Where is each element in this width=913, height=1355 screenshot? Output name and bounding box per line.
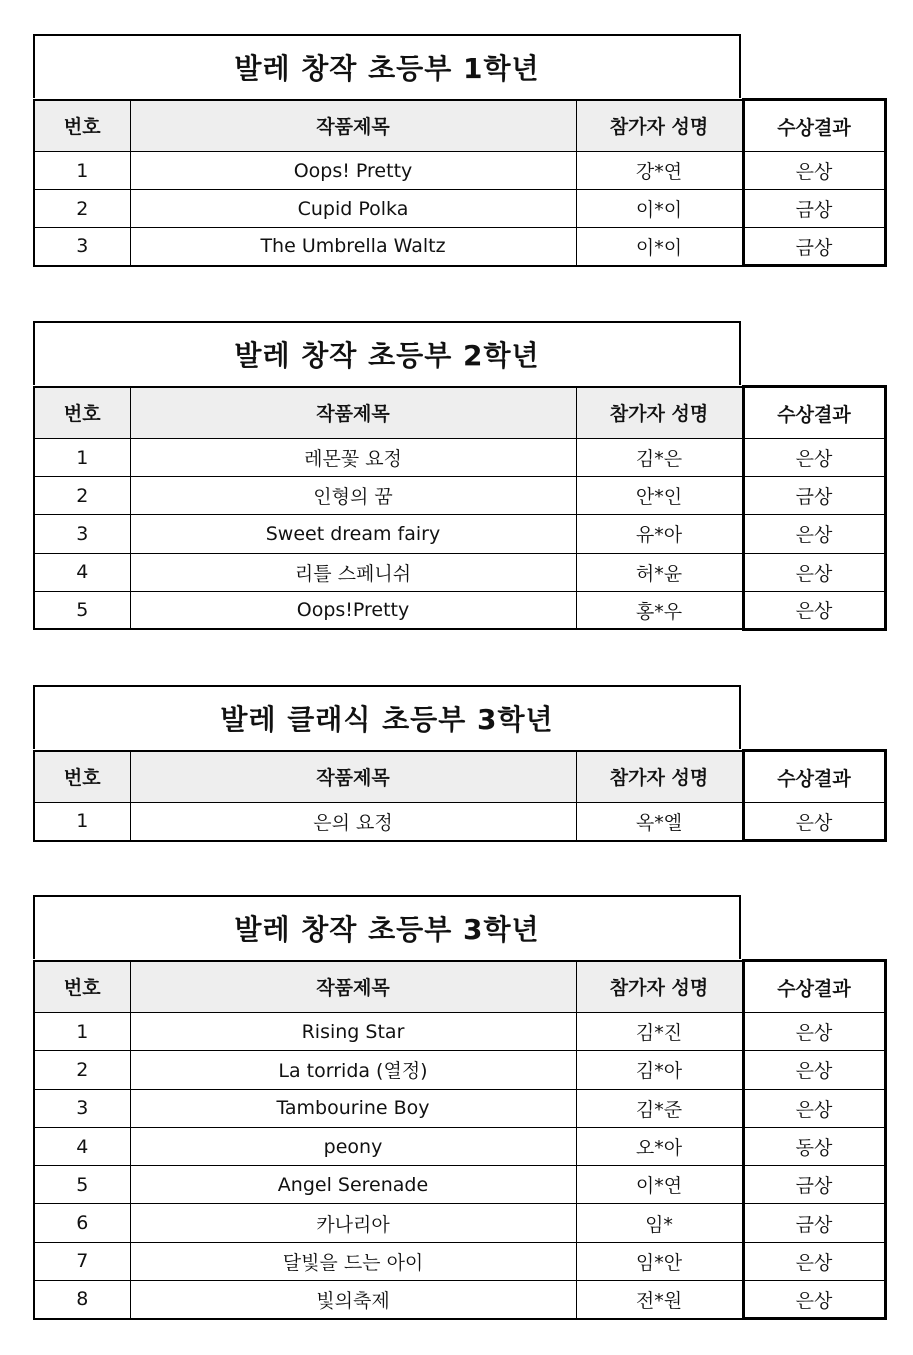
header-name: 참가자 성명 xyxy=(576,751,743,803)
header-number: 번호 xyxy=(34,387,130,439)
participant-name: 강*연 xyxy=(576,152,743,190)
work-title: 달빛을 드는 아이 xyxy=(130,1242,576,1280)
work-title: 인형의 꿈 xyxy=(130,477,576,515)
row-number: 4 xyxy=(34,1127,130,1165)
table-header-row xyxy=(34,961,885,1013)
table-row xyxy=(34,228,885,266)
award-result: 은상 xyxy=(743,1013,885,1051)
award-result: 금상 xyxy=(743,190,885,228)
row-number: 3 xyxy=(34,1089,130,1127)
participant-name: 임* xyxy=(576,1204,743,1242)
work-title: Tambourine Boy xyxy=(130,1089,576,1127)
section-title: 발레 클래식 초등부 3학년 xyxy=(33,685,741,749)
work-title: peony xyxy=(130,1127,576,1165)
section-title: 발레 창작 초등부 2학년 xyxy=(33,321,741,385)
results-table xyxy=(33,98,887,267)
work-title: 리틀 스페니쉬 xyxy=(130,553,576,591)
row-number: 3 xyxy=(34,515,130,553)
participant-name: 이*이 xyxy=(576,190,743,228)
award-result: 은상 xyxy=(743,1281,885,1319)
table-row xyxy=(34,439,885,477)
award-result: 은상 xyxy=(743,515,885,553)
results-table xyxy=(33,385,887,631)
header-title: 작품제목 xyxy=(130,751,576,803)
participant-name: 김*은 xyxy=(576,439,743,477)
row-number: 8 xyxy=(34,1281,130,1319)
row-number: 4 xyxy=(34,553,130,591)
participant-name: 허*윤 xyxy=(576,553,743,591)
row-number: 1 xyxy=(34,1013,130,1051)
participant-name: 김*진 xyxy=(576,1013,743,1051)
results-section xyxy=(33,685,884,842)
header-award: 수상결과 xyxy=(743,961,885,1013)
results-section xyxy=(33,895,884,1320)
header-name: 참가자 성명 xyxy=(576,387,743,439)
header-award: 수상결과 xyxy=(743,387,885,439)
participant-name: 이*이 xyxy=(576,228,743,266)
header-number: 번호 xyxy=(34,100,130,152)
results-table xyxy=(33,959,887,1320)
row-number: 3 xyxy=(34,228,130,266)
header-title: 작품제목 xyxy=(130,387,576,439)
row-number: 1 xyxy=(34,439,130,477)
header-name: 참가자 성명 xyxy=(576,961,743,1013)
award-result: 은상 xyxy=(743,1051,885,1089)
table-row xyxy=(34,1013,885,1051)
table-row xyxy=(34,1089,885,1127)
table-row xyxy=(34,553,885,591)
table-row xyxy=(34,152,885,190)
award-result: 은상 xyxy=(743,803,885,841)
table-row xyxy=(34,1204,885,1242)
table-row xyxy=(34,1127,885,1165)
table-row xyxy=(34,1051,885,1089)
work-title: 카나리아 xyxy=(130,1204,576,1242)
participant-name: 김*아 xyxy=(576,1051,743,1089)
participant-name: 오*아 xyxy=(576,1127,743,1165)
work-title: 빛의축제 xyxy=(130,1281,576,1319)
results-table xyxy=(33,749,887,842)
header-title: 작품제목 xyxy=(130,100,576,152)
header-number: 번호 xyxy=(34,961,130,1013)
work-title: Cupid Polka xyxy=(130,190,576,228)
award-result: 은상 xyxy=(743,1089,885,1127)
participant-name: 임*안 xyxy=(576,1242,743,1280)
work-title: Oops!Pretty xyxy=(130,591,576,629)
award-result: 금상 xyxy=(743,1166,885,1204)
participant-name: 옥*엘 xyxy=(576,803,743,841)
row-number: 5 xyxy=(34,591,130,629)
header-award: 수상결과 xyxy=(743,751,885,803)
work-title: Angel Serenade xyxy=(130,1166,576,1204)
header-number: 번호 xyxy=(34,751,130,803)
work-title: La torrida (열정) xyxy=(130,1051,576,1089)
row-number: 2 xyxy=(34,477,130,515)
row-number: 1 xyxy=(34,803,130,841)
table-header-row xyxy=(34,751,885,803)
participant-name: 전*원 xyxy=(576,1281,743,1319)
section-title: 발레 창작 초등부 3학년 xyxy=(33,895,741,959)
award-result: 금상 xyxy=(743,228,885,266)
work-title: 은의 요정 xyxy=(130,803,576,841)
header-title: 작품제목 xyxy=(130,961,576,1013)
work-title: The Umbrella Waltz xyxy=(130,228,576,266)
award-result: 은상 xyxy=(743,439,885,477)
participant-name: 안*인 xyxy=(576,477,743,515)
row-number: 2 xyxy=(34,190,130,228)
work-title: Sweet dream fairy xyxy=(130,515,576,553)
section-title: 발레 창작 초등부 1학년 xyxy=(33,34,741,98)
row-number: 6 xyxy=(34,1204,130,1242)
work-title: Oops! Pretty xyxy=(130,152,576,190)
header-award: 수상결과 xyxy=(743,100,885,152)
row-number: 1 xyxy=(34,152,130,190)
participant-name: 홍*우 xyxy=(576,591,743,629)
table-header-row xyxy=(34,100,885,152)
award-result: 은상 xyxy=(743,591,885,629)
work-title: 레몬꽃 요정 xyxy=(130,439,576,477)
award-result: 금상 xyxy=(743,1204,885,1242)
participant-name: 김*준 xyxy=(576,1089,743,1127)
work-title: Rising Star xyxy=(130,1013,576,1051)
row-number: 2 xyxy=(34,1051,130,1089)
participant-name: 이*연 xyxy=(576,1166,743,1204)
table-row xyxy=(34,1281,885,1319)
row-number: 7 xyxy=(34,1242,130,1280)
table-row xyxy=(34,1166,885,1204)
table-row xyxy=(34,515,885,553)
award-result: 은상 xyxy=(743,152,885,190)
award-result: 은상 xyxy=(743,1242,885,1280)
row-number: 5 xyxy=(34,1166,130,1204)
table-row xyxy=(34,190,885,228)
table-row xyxy=(34,477,885,515)
table-row xyxy=(34,591,885,629)
award-result: 동상 xyxy=(743,1127,885,1165)
results-section xyxy=(33,321,884,631)
participant-name: 유*아 xyxy=(576,515,743,553)
table-row xyxy=(34,1242,885,1280)
header-name: 참가자 성명 xyxy=(576,100,743,152)
table-header-row xyxy=(34,387,885,439)
table-row xyxy=(34,803,885,841)
results-section xyxy=(33,34,884,267)
award-result: 금상 xyxy=(743,477,885,515)
award-result: 은상 xyxy=(743,553,885,591)
